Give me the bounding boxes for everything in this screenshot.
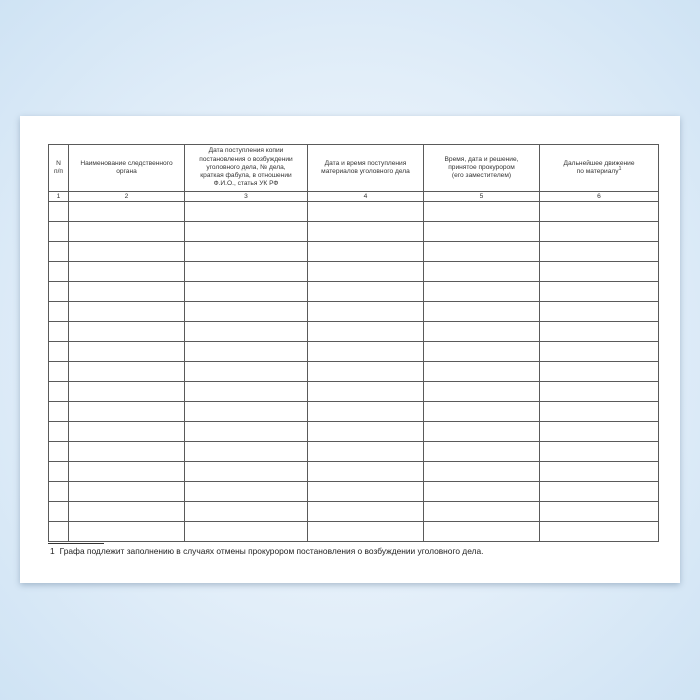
table-cell — [540, 202, 659, 222]
table-cell — [185, 282, 308, 302]
table-cell — [49, 462, 69, 482]
table-cell — [69, 342, 185, 362]
column-number: 3 — [185, 192, 308, 202]
table-cell — [69, 242, 185, 262]
table-row — [49, 442, 659, 462]
table-cell — [540, 422, 659, 442]
table-cell — [69, 322, 185, 342]
table-row — [49, 242, 659, 262]
table-cell — [540, 502, 659, 522]
table-cell — [540, 222, 659, 242]
table-row — [49, 382, 659, 402]
table-row — [49, 322, 659, 342]
table-cell — [49, 362, 69, 382]
table-cell — [424, 502, 540, 522]
table-cell — [69, 382, 185, 402]
table-cell — [308, 502, 424, 522]
column-header-number: N п/п — [49, 145, 69, 192]
table-row — [49, 342, 659, 362]
table-cell — [49, 522, 69, 542]
footnote — [50, 546, 483, 556]
table-cell — [540, 262, 659, 282]
table-row — [49, 222, 659, 242]
table-cell — [424, 282, 540, 302]
table-cell — [185, 262, 308, 282]
column-header-investigative-body: Наименование следственного органа — [69, 145, 185, 192]
table-cell — [424, 262, 540, 282]
table-cell — [308, 362, 424, 382]
footnote-reference: 1 — [618, 165, 622, 172]
table-cell — [49, 242, 69, 262]
table-cell — [424, 222, 540, 242]
table-cell — [308, 222, 424, 242]
table-row — [49, 522, 659, 542]
table-cell — [69, 302, 185, 322]
table-cell — [308, 462, 424, 482]
table-cell — [185, 402, 308, 422]
column-number: 2 — [69, 192, 185, 202]
table-cell — [424, 242, 540, 262]
table-cell — [308, 282, 424, 302]
column-header-resolution-copy-date: Дата поступления копии постановления о возбуждении уголовного дела, № дела, краткая фабула, в отношении Ф.И.О., статья УК РФ — [185, 145, 308, 192]
table-cell — [69, 222, 185, 242]
header-row — [49, 145, 659, 192]
table-row — [49, 282, 659, 302]
footnote-number: 1 — [50, 546, 55, 556]
table-cell — [424, 302, 540, 322]
table-row — [49, 302, 659, 322]
table-cell — [540, 442, 659, 462]
table-cell — [49, 202, 69, 222]
table-cell — [49, 442, 69, 462]
table-cell — [49, 302, 69, 322]
table-cell — [49, 322, 69, 342]
table-cell — [185, 302, 308, 322]
table-row — [49, 262, 659, 282]
table-cell — [185, 322, 308, 342]
table-cell — [540, 342, 659, 362]
column-number-row — [49, 192, 659, 202]
document-sheet — [20, 116, 680, 583]
table-cell — [424, 322, 540, 342]
table-row — [49, 362, 659, 382]
table-cell — [69, 502, 185, 522]
table-cell — [308, 202, 424, 222]
table-cell — [308, 242, 424, 262]
table-cell — [185, 422, 308, 442]
table-cell — [49, 382, 69, 402]
table-cell — [49, 262, 69, 282]
table-cell — [540, 322, 659, 342]
table-cell — [69, 462, 185, 482]
footnote-text: Графа подлежит заполнению в случаях отмены прокурором постановления о возбуждении уголовного дела. — [59, 546, 484, 556]
table-cell — [69, 262, 185, 282]
table-cell — [49, 222, 69, 242]
table-cell — [540, 522, 659, 542]
footnote-separator — [48, 543, 104, 544]
table-cell — [308, 402, 424, 422]
table-cell — [185, 382, 308, 402]
table-cell — [69, 522, 185, 542]
table-cell — [69, 482, 185, 502]
table-cell — [69, 402, 185, 422]
table-cell — [540, 382, 659, 402]
column-number: 1 — [49, 192, 69, 202]
table-cell — [49, 342, 69, 362]
table-cell — [424, 482, 540, 502]
table-cell — [540, 282, 659, 302]
table-cell — [185, 222, 308, 242]
table-cell — [424, 382, 540, 402]
table-cell — [69, 422, 185, 442]
table-cell — [185, 242, 308, 262]
column-header-materials-received: Дата и время поступления материалов уголовного дела — [308, 145, 424, 192]
table-cell — [69, 442, 185, 462]
table-cell — [540, 242, 659, 262]
table-row — [49, 202, 659, 222]
table-cell — [49, 482, 69, 502]
table-row — [49, 422, 659, 442]
table-cell — [424, 362, 540, 382]
table-cell — [308, 442, 424, 462]
table-cell — [424, 522, 540, 542]
table-row — [49, 502, 659, 522]
table-cell — [185, 522, 308, 542]
column-number: 5 — [424, 192, 540, 202]
table-cell — [424, 202, 540, 222]
table-cell — [69, 282, 185, 302]
table-cell — [540, 362, 659, 382]
table-cell — [540, 302, 659, 322]
column-header-prosecutor-decision: Время, дата и решение, принятое прокурором (его заместителем) — [424, 145, 540, 192]
table-cell — [308, 322, 424, 342]
column-header-further-movement: Дальнейшее движение по материалу$^1$ — [540, 145, 659, 192]
table-cell — [185, 482, 308, 502]
table-cell — [308, 422, 424, 442]
table-cell — [424, 422, 540, 442]
column-number: 4 — [308, 192, 424, 202]
table-cell — [185, 202, 308, 222]
table-cell — [49, 402, 69, 422]
table-cell — [424, 402, 540, 422]
table-cell — [185, 342, 308, 362]
table-cell — [185, 362, 308, 382]
table-cell — [308, 382, 424, 402]
table-cell — [308, 522, 424, 542]
table-cell — [540, 402, 659, 422]
table-row — [49, 402, 659, 422]
table-cell — [49, 282, 69, 302]
table-row — [49, 482, 659, 502]
table-row — [49, 462, 659, 482]
table-cell — [424, 442, 540, 462]
register-table — [48, 144, 659, 542]
table-cell — [424, 462, 540, 482]
table-cell — [69, 202, 185, 222]
table-cell — [540, 462, 659, 482]
table-cell — [185, 462, 308, 482]
table-cell — [69, 362, 185, 382]
table-cell — [424, 342, 540, 362]
column-number: 6 — [540, 192, 659, 202]
table-cell — [308, 342, 424, 362]
table-cell — [49, 502, 69, 522]
table-cell — [49, 422, 69, 442]
table-cell — [308, 262, 424, 282]
table-cell — [185, 502, 308, 522]
table-cell — [185, 442, 308, 462]
table-cell — [540, 482, 659, 502]
table-cell — [308, 482, 424, 502]
table-cell — [308, 302, 424, 322]
